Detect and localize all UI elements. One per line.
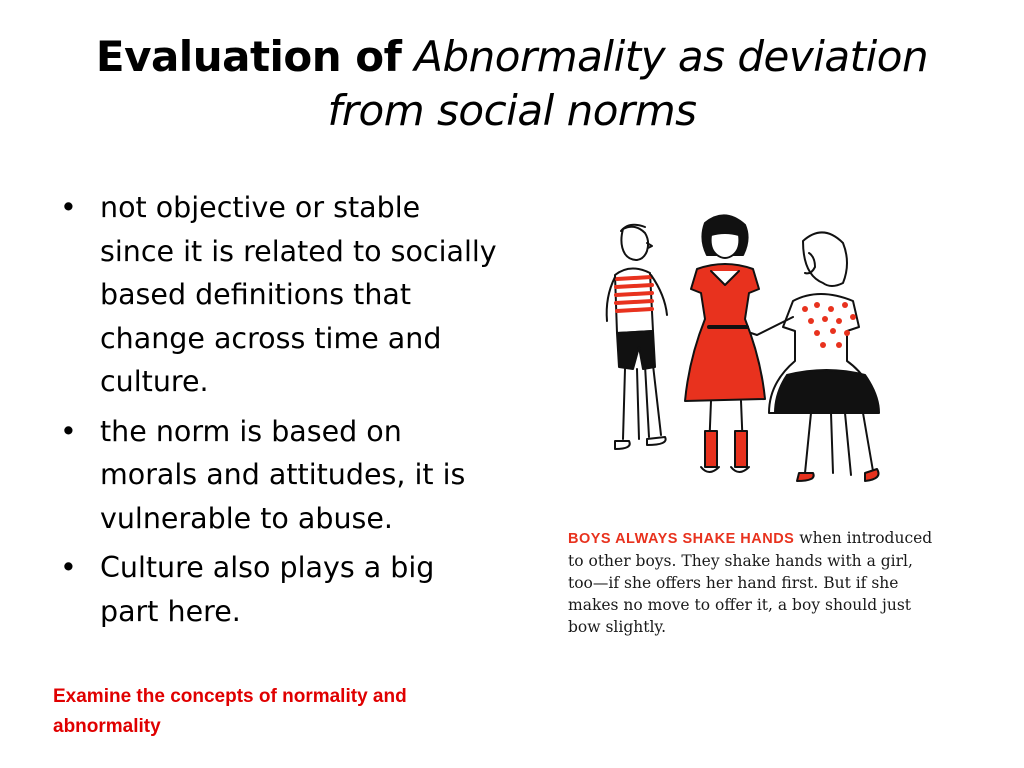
girl-right-figure [751,232,879,481]
girl-middle-figure [685,215,765,472]
list-item [60,186,500,404]
slide-title [20,30,1004,138]
illustration-caption [568,527,940,638]
title-italic-line2: from social norms [327,86,697,135]
bullet-text: not objective or stable since it is related to socially based definitions that change across time and culture. [100,191,497,398]
bullet-list [60,186,500,639]
title-bold: Evaluation of [95,32,402,81]
children-illustration [565,205,940,505]
list-item [60,546,500,633]
bullet-text: the norm is based on morals and attitudes, it is vulnerable to abuse. [100,414,466,535]
footer-note: Examine the concepts of normality and abnormality [53,686,407,737]
bullet-text: Culture also plays a big part here. [100,551,435,628]
bullet-icon: • [60,551,77,584]
boy-figure [607,225,667,449]
bullet-icon: • [60,191,77,224]
title-italic-line1: Abnormality as deviation [414,32,929,81]
list-item [60,410,500,541]
caption-text: when introduced to other boys. They shake hands with a girl, too—if she offers her hand first. But if she makes no move to offer it, a boy should just bow slightly. [568,529,933,636]
caption-emphasis: BOYS ALWAYS SHAKE HANDS [568,531,795,547]
bullet-icon: • [60,414,77,448]
